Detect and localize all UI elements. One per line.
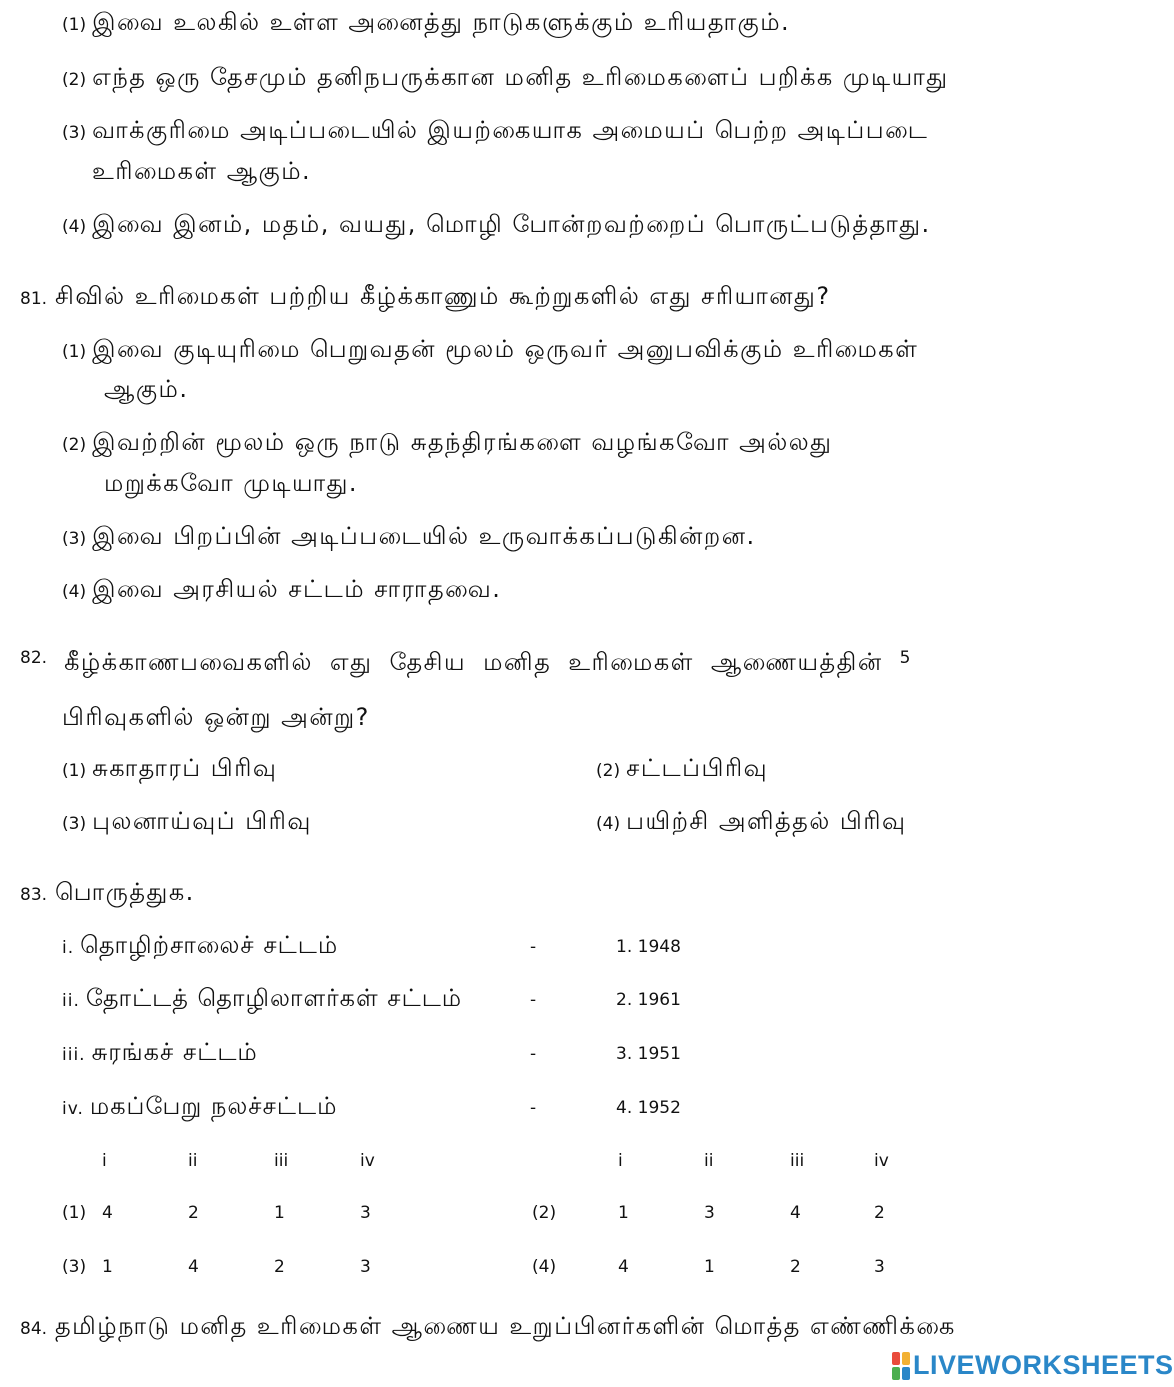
question-82 — [20, 648, 912, 679]
answer-header-right-i: i — [618, 1151, 623, 1171]
q83-answer-3-value: 1 — [102, 1257, 113, 1277]
act-name: தொழிற்சாலைச் சட்டம் — [80, 931, 339, 959]
liveworksheets-watermark: LIVEWORKSHEETS — [913, 1350, 1174, 1380]
match-dash: - — [530, 990, 537, 1010]
answer-header-left-i: i — [102, 1151, 107, 1171]
option-number: (2) — [62, 70, 87, 90]
answer-header-right-iii: iii — [790, 1151, 805, 1171]
q83-answer-3-value: 4 — [188, 1257, 199, 1277]
q83-answer-1-value: 4 — [102, 1203, 113, 1223]
option-text: இவற்றின் மூலம் ஒரு நாடு சுதந்திரங்களை வழங்கவோ அல்லது — [92, 428, 833, 456]
question-number: 84. — [20, 1319, 48, 1339]
q82-option-3 — [62, 807, 312, 838]
answer-header-left-iv: iv — [360, 1151, 375, 1171]
q83-answer-2-value: 1 — [618, 1203, 629, 1223]
logo-square — [892, 1352, 900, 1365]
liveworksheets-logo-icon — [892, 1352, 910, 1380]
match-row-4-right — [616, 1098, 681, 1118]
q83-answer-1-value: 3 — [360, 1203, 371, 1223]
q80-option-3 — [62, 116, 928, 147]
q83-answer-2-label: (2) — [532, 1203, 557, 1223]
logo-square — [902, 1352, 910, 1365]
match-row-2-left — [62, 984, 462, 1015]
question-number: 82. — [20, 648, 48, 668]
question-text: பொருத்துக. — [55, 878, 195, 906]
option-number: (4) — [596, 814, 621, 834]
option-text: பயிற்சி அளித்தல் பிரிவு — [626, 807, 907, 835]
q81-option-3 — [62, 522, 756, 553]
q83-answer-4-value: 3 — [874, 1257, 885, 1277]
option-text: சட்டப்பிரிவு — [626, 754, 769, 782]
question-word: மனித — [483, 648, 552, 676]
match-row-1-right — [616, 937, 681, 957]
match-row-3-right — [616, 1044, 681, 1064]
match-dash: - — [530, 1044, 537, 1064]
question-83 — [20, 878, 195, 909]
q82-option-1 — [62, 754, 277, 785]
question-number: 81. — [20, 289, 48, 309]
option-number: (4) — [62, 582, 87, 602]
question-word: கீழ்க்காணபவைகளில் — [64, 648, 313, 676]
q82-option-4 — [596, 807, 907, 838]
question-word: உரிமைகள் — [568, 648, 694, 676]
option-number: (3) — [62, 123, 87, 143]
roman-numeral: i. — [62, 938, 75, 958]
match-row-1-left — [62, 931, 338, 962]
option-number: (3) — [62, 529, 87, 549]
q83-answer-3-value: 3 — [360, 1257, 371, 1277]
year-index: 2. — [616, 990, 633, 1010]
q81-option-2 — [62, 428, 832, 459]
roman-numeral: ii. — [62, 991, 80, 1011]
q83-answer-4-value: 1 — [704, 1257, 715, 1277]
logo-square — [892, 1367, 900, 1380]
option-text: வாக்குரிமை அடிப்படையில் இயற்கையாக அமையப் பெற்ற அடிப்படை — [92, 116, 929, 144]
q81-option-1 — [62, 335, 918, 366]
q83-answer-3-label: (3) — [62, 1257, 87, 1277]
option-number: (2) — [62, 435, 87, 455]
q83-answer-3-value: 2 — [274, 1257, 285, 1277]
question-text: சிவில் உரிமைகள் பற்றிய கீழ்க்காணும் கூற்றுகளில் எது சரியானது? — [55, 282, 831, 310]
question-81 — [20, 282, 831, 313]
act-name: தோட்டத் தொழிலாளர்கள் சட்டம் — [85, 984, 463, 1012]
q81-option-4 — [62, 575, 501, 606]
answer-header-right-ii: ii — [704, 1151, 714, 1171]
year: 1952 — [637, 1098, 681, 1118]
q81-option-2-continuation: மறுக்கவோ முடியாது. — [104, 469, 359, 497]
option-text: புலனாய்வுப் பிரிவு — [92, 807, 312, 835]
option-text: இவை இனம், மதம், வயது, மொழி போன்றவற்றைப் பொருட்படுத்தாது. — [92, 210, 931, 238]
year: 1961 — [637, 990, 681, 1010]
answer-header-left-ii: ii — [188, 1151, 198, 1171]
question-word: தேசிய — [389, 648, 467, 676]
act-name: சுரங்கச் சட்டம் — [91, 1038, 258, 1066]
question-82-line-2: பிரிவுகளில் ஒன்று அன்று? — [62, 703, 370, 731]
option-number: (4) — [62, 217, 87, 237]
option-text: இவை உலகில் உள்ள அனைத்து நாடுகளுக்கும் உரியதாகும். — [92, 8, 791, 36]
year-index: 4. — [616, 1098, 633, 1118]
q83-answer-2-value: 2 — [874, 1203, 885, 1223]
q83-answer-1-value: 2 — [188, 1203, 199, 1223]
q80-option-2 — [62, 63, 949, 94]
question-number: 83. — [20, 885, 48, 905]
q80-option-4 — [62, 210, 931, 241]
match-row-4-left — [62, 1092, 337, 1123]
act-name: மகப்பேறு நலச்சட்டம் — [89, 1092, 338, 1120]
q83-answer-1-value: 1 — [274, 1203, 285, 1223]
q80-option-3-continuation: உரிமைகள் ஆகும். — [92, 157, 312, 185]
question-text: தமிழ்நாடு மனித உரிமைகள் ஆணைய உறுப்பினர்களின் மொத்த எண்ணிக்கை — [55, 1312, 956, 1340]
q83-answer-2-value: 4 — [790, 1203, 801, 1223]
year-index: 3. — [616, 1044, 633, 1064]
year: 1948 — [637, 937, 681, 957]
option-text: இவை குடியுரிமை பெறுவதன் மூலம் ஒருவர் அனுபவிக்கும் உரிமைகள் — [92, 335, 919, 363]
option-number: (1) — [62, 761, 87, 781]
year: 1951 — [637, 1044, 681, 1064]
q82-option-2 — [596, 754, 768, 785]
option-text: இவை அரசியல் சட்டம் சாராதவை. — [92, 575, 502, 603]
option-text: இவை பிறப்பின் அடிப்படையில் உருவாக்கப்படுகின்றன. — [92, 522, 756, 550]
question-84 — [20, 1312, 956, 1343]
match-dash: - — [530, 937, 537, 957]
option-text: எந்த ஒரு தேசமும் தனிநபருக்கான மனித உரிமைகளைப் பறிக்க முடியாது — [92, 63, 949, 91]
match-dash: - — [530, 1098, 537, 1118]
match-row-2-right — [616, 990, 681, 1010]
logo-square — [902, 1367, 910, 1380]
question-word: எது — [329, 648, 373, 676]
q83-answer-4-label: (4) — [532, 1257, 557, 1277]
question-word: ஆணையத்தின் — [710, 648, 883, 676]
option-number: (1) — [62, 342, 87, 362]
option-number: (1) — [62, 15, 87, 35]
match-row-3-left — [62, 1038, 258, 1069]
q83-answer-2-value: 3 — [704, 1203, 715, 1223]
option-number: (3) — [62, 814, 87, 834]
q83-answer-4-value: 4 — [618, 1257, 629, 1277]
option-text: சுகாதாரப் பிரிவு — [92, 754, 278, 782]
q83-answer-1-label: (1) — [62, 1203, 87, 1223]
roman-numeral: iii. — [62, 1045, 86, 1065]
q81-option-1-continuation: ஆகும். — [104, 375, 189, 403]
answer-header-left-iii: iii — [274, 1151, 289, 1171]
option-number: (2) — [596, 761, 621, 781]
q83-answer-4-value: 2 — [790, 1257, 801, 1277]
year-index: 1. — [616, 937, 633, 957]
answer-header-right-iv: iv — [874, 1151, 889, 1171]
question-marks: 5 — [899, 648, 912, 668]
roman-numeral: iv. — [62, 1099, 84, 1119]
q80-option-1 — [62, 8, 790, 39]
